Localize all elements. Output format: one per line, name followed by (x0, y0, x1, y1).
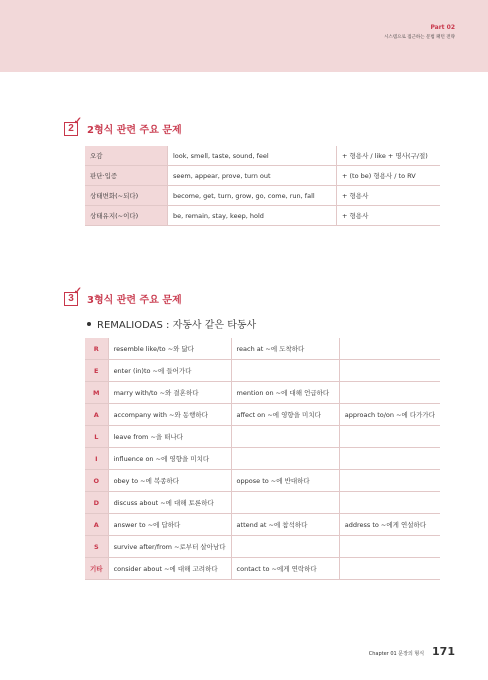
section-title: 3형식 관련 주요 문제 (87, 295, 182, 306)
category-cell: 오감 (85, 146, 168, 166)
complement-cell: + 형용사 / like + 명사(구/절) (337, 146, 441, 166)
category-cell: 상태변화(~되다) (85, 186, 168, 206)
verb-cell (339, 338, 440, 360)
part-subtitle: 시스템으로 접근하는 문법 패턴 전략 (384, 35, 455, 40)
section-number-box (64, 115, 82, 136)
section-3-heading (64, 285, 182, 306)
verb-cell: address to ~에게 연설하다 (339, 514, 440, 536)
table-row (85, 146, 440, 166)
verb-cell (231, 492, 339, 514)
verb-cell (339, 360, 440, 382)
verb-cell: affect on ~에 영향을 미치다 (231, 404, 339, 426)
verb-cell (339, 426, 440, 448)
section-number-box (64, 285, 82, 306)
verbs-cell: become, get, turn, grow, go, come, run, fall (168, 186, 337, 206)
verbs-cell: seem, appear, prove, turn out (168, 166, 337, 186)
section-2-heading (64, 115, 182, 136)
verb-cell: marry with/to ~와 결혼하다 (108, 382, 231, 404)
verb-cell (231, 426, 339, 448)
verbs-cell: be, remain, stay, keep, hold (168, 206, 337, 226)
verbs-cell: look, smell, taste, sound, feel (168, 146, 337, 166)
mnemonic-letter: D (85, 492, 108, 514)
section-number: 2 (68, 123, 74, 134)
table-row (85, 338, 440, 360)
table-row (85, 558, 440, 580)
verb-cell: resemble like/to ~와 닮다 (108, 338, 231, 360)
table-row (85, 166, 440, 186)
verb-cell (339, 470, 440, 492)
table-row (85, 426, 440, 448)
verb-cell: mention on ~에 대해 언급하다 (231, 382, 339, 404)
table-row (85, 470, 440, 492)
section-number: 3 (68, 293, 74, 304)
verb-cell (231, 448, 339, 470)
verb-cell: contact to ~에게 연락하다 (231, 558, 339, 580)
table-row (85, 448, 440, 470)
complement-cell: + (to be) 형용사 / to RV (337, 166, 441, 186)
bullet-line (87, 316, 256, 331)
verb-cell (231, 360, 339, 382)
verb-cell: obey to ~에 복종하다 (108, 470, 231, 492)
mnemonic-letter: A (85, 404, 108, 426)
verb-cell: consider about ~에 대해 고려하다 (108, 558, 231, 580)
mnemonic-letter: A (85, 514, 108, 536)
verb-cell: attend at ~에 참석하다 (231, 514, 339, 536)
verb-cell: answer to ~에 답하다 (108, 514, 231, 536)
part-label: Part 02 (430, 24, 455, 31)
mnemonic-letter: S (85, 536, 108, 558)
verb-cell: survive after/from ~로부터 살아남다 (108, 536, 231, 558)
table-row (85, 206, 440, 226)
verb-cell (339, 492, 440, 514)
verb-cell: approach to/on ~에 다가가다 (339, 404, 440, 426)
table-row (85, 360, 440, 382)
verb-cell: oppose to ~에 반대하다 (231, 470, 339, 492)
bullet-icon (87, 322, 91, 326)
linking-verb-table (85, 146, 440, 226)
mnemonic-letter: M (85, 382, 108, 404)
complement-cell: + 형용사 (337, 186, 441, 206)
category-cell: 판단·입증 (85, 166, 168, 186)
mnemonic-letter: 기타 (85, 558, 108, 580)
verb-cell (339, 382, 440, 404)
verb-cell (339, 558, 440, 580)
mnemonic-letter: O (85, 470, 108, 492)
table-row (85, 382, 440, 404)
check-icon: ✓ (73, 115, 82, 127)
section-title: 2형식 관련 주요 문제 (87, 125, 182, 136)
page-footer (369, 645, 455, 658)
page-number: 171 (432, 645, 455, 658)
complement-cell: + 형용사 (337, 206, 441, 226)
verb-cell (339, 536, 440, 558)
mnemonic-letter: L (85, 426, 108, 448)
verb-cell: discuss about ~에 대해 토론하다 (108, 492, 231, 514)
table-row (85, 514, 440, 536)
table-row (85, 404, 440, 426)
mnemonic-letter: E (85, 360, 108, 382)
verb-cell: reach at ~에 도착하다 (231, 338, 339, 360)
mnemonic-letter: I (85, 448, 108, 470)
verb-cell: influence on ~에 영향을 미치다 (108, 448, 231, 470)
table-row (85, 492, 440, 514)
chapter-label: Chapter 01 문장의 형식 (368, 651, 425, 657)
verb-cell: accompany with ~와 동행하다 (108, 404, 231, 426)
bullet-text: REMALIODAS : 자동사 같은 타동사 (97, 320, 257, 331)
transitive-verb-table (85, 338, 440, 580)
verb-cell (339, 448, 440, 470)
category-cell: 상태유지(~이다) (85, 206, 168, 226)
table-row (85, 186, 440, 206)
mnemonic-letter: R (85, 338, 108, 360)
verb-cell: enter (in)to ~에 들어가다 (108, 360, 231, 382)
verb-cell: leave from ~을 떠나다 (108, 426, 231, 448)
check-icon: ✓ (73, 285, 82, 297)
verb-cell (231, 536, 339, 558)
table-row (85, 536, 440, 558)
